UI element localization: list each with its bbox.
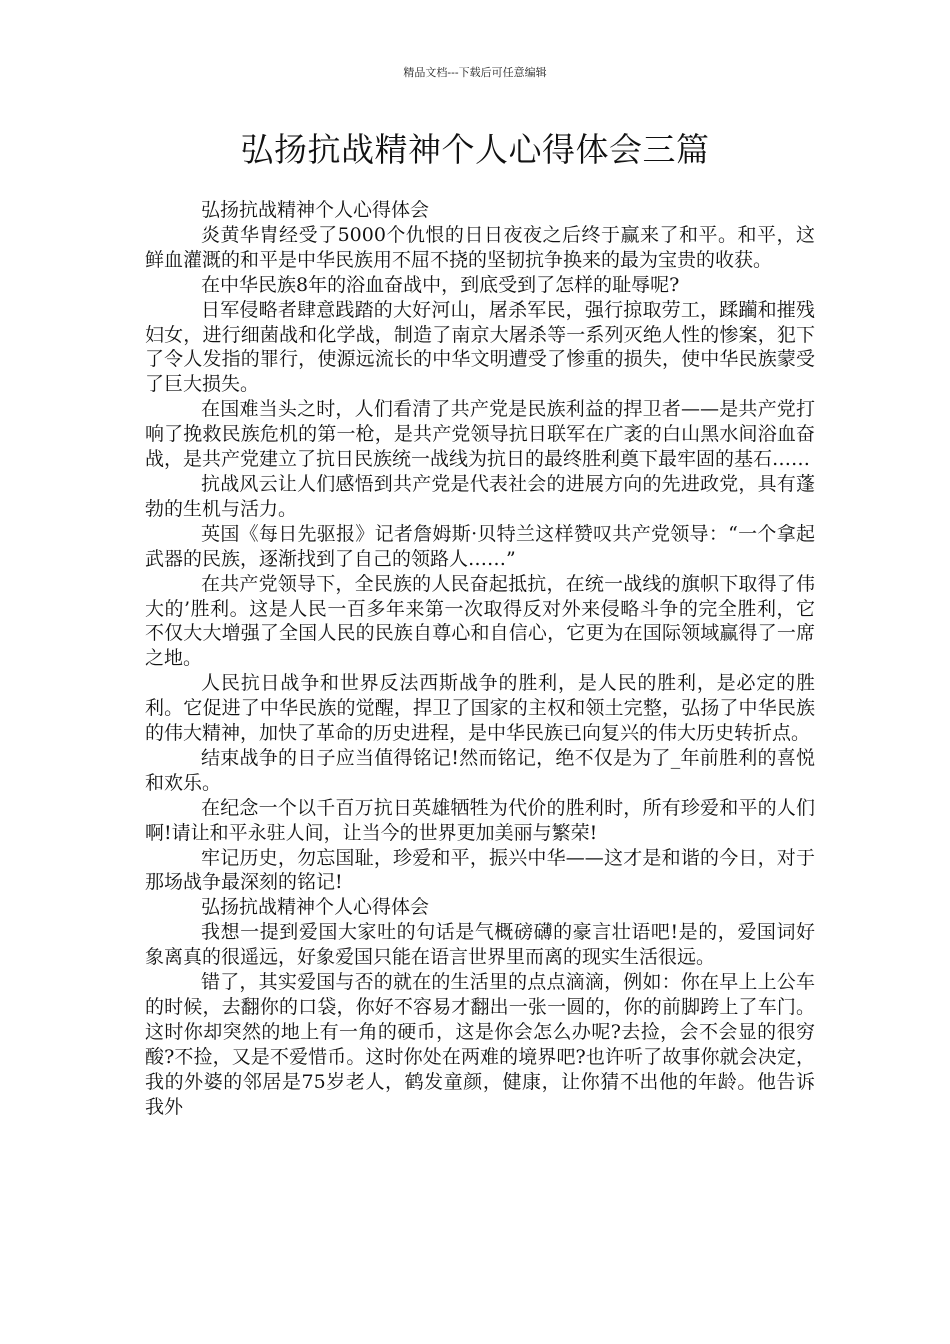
paragraph: 英国《每日先驱报》记者詹姆斯·贝特兰这样赞叹共产党领导：“一个拿起武器的民族，逐渐找到了自己的领路人……” [145,522,815,570]
paragraph: 在国难当头之时，人们看清了共产党是民族利益的捍卫者——是共产党打响了挽救民族危机的第一枪，是共产党领导抗日联军在广袤的白山黑水间浴血奋战，是共产党建立了抗日民族统一战线为抗日的最终胜利奠下最牢固的基石…… [145,398,815,471]
paragraph: 结束战争的日子应当值得铭记!然而铭记，绝不仅是为了_年前胜利的喜悦和欢乐。 [145,746,815,794]
paragraph: 错了，其实爱国与否的就在的生活里的点点滴滴，例如：你在早上上公车的时候，去翻你的口袋，你好不容易才翻出一张一圆的，你的前脚跨上了车门。这时你却突然的地上有一角的硬币，这是你会怎么办呢?去捡，会不会显的很穷酸?不捡，又是不爱惜币。这时你处在两难的境界吧?也许听了故事你就会决定，我的外婆的邻居是75岁老人，鹤发童颜，健康，让你猜不出他的年龄。他告诉我外 [145,971,815,1118]
paragraph: 日军侵略者肆意践踏的大好河山，屠杀军民，强行掠取劳工，蹂躏和摧残妇女，进行细菌战和化学战，制造了南京大屠杀等一系列灭绝人性的惨案，犯下了令人发指的罪行，使源远流长的中华文明遭受了惨重的损失，使中华民族蒙受了巨大损失。 [145,298,815,396]
page-header: 精品文档---下载后可任意编辑 [403,66,547,79]
paragraph: 在中华民族8年的浴血奋战中，到底受到了怎样的耻辱呢? [201,273,680,296]
paragraph: 在纪念一个以千百万抗日英雄牺牲为代价的胜利时，所有珍爱和平的人们啊!请让和平永驻人间，让当今的世界更加美丽与繁荣! [145,796,815,844]
paragraph: 牢记历史，勿忘国耻，珍爱和平，振兴中华——这才是和谐的今日，对于那场战争最深刻的铭记! [145,846,815,894]
paragraph: 我想一提到爱国大家吐的句话是气概磅礴的豪言壮语吧!是的，爱国词好象离真的很遥远，好象爱国只能在语言世界里而离的现实生活很远。 [145,921,815,969]
paragraph: 人民抗日战争和世界反法西斯战争的胜利，是人民的胜利，是必定的胜利。它促进了中华民族的觉醒，捍卫了国家的主权和领土完整，弘扬了中华民族的伟大精神，加快了革命的历史进程，是中华民族已向复兴的伟大历史转折点。 [145,672,815,745]
section-heading: 弘扬抗战精神个人心得体会 [201,199,430,221]
document-title: 弘扬抗战精神个人心得体会三篇 [240,130,710,169]
section-heading: 弘扬抗战精神个人心得体会 [201,896,430,919]
paragraph: 炎黄华胄经受了5000个仇恨的日日夜夜之后终于赢来了和平。和平，这鲜血灌溉的和平是中华民族用不屈不挠的坚韧抗争换来的最为宝贵的收获。 [145,223,815,271]
document-body [145,198,815,1120]
paragraph: 抗战风云让人们感悟到共产党是代表社会的进展方向的先进政党，具有蓬勃的生机与活力。 [145,472,815,520]
paragraph: 在共产党领导下，全民族的人民奋起抵抗，在统一战线的旗帜下取得了伟大的’胜利。这是人民一百多年来第一次取得反对外来侵略斗争的完全胜利，它不仅大大增强了全国人民的民族自尊心和自信心，它更为在国际领域赢得了一席之地。 [145,572,815,670]
